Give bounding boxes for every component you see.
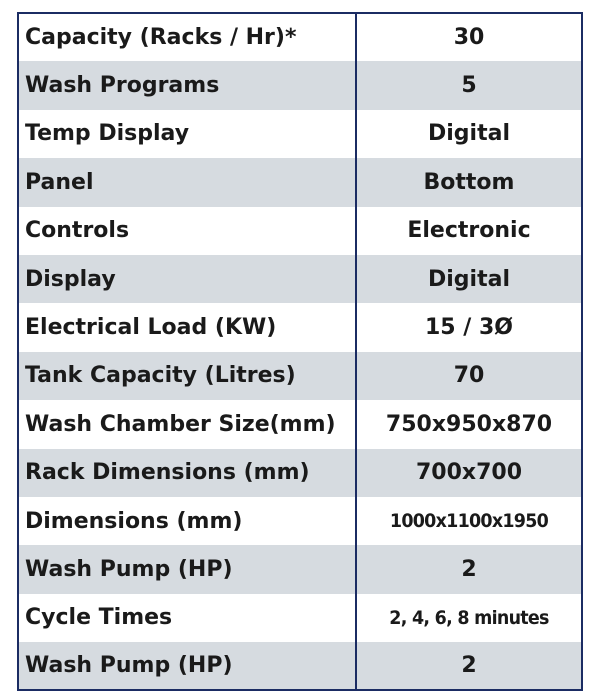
spec-value: 2, 4, 6, 8 minutes <box>365 594 573 642</box>
spec-label: Tank Capacity (Litres) <box>18 352 356 400</box>
table-row <box>18 642 582 690</box>
spec-label: Electrical Load (KW) <box>18 303 356 351</box>
spec-value: 5 <box>356 61 582 109</box>
spec-value: 70 <box>356 352 582 400</box>
spec-value: Electronic <box>356 207 582 255</box>
table-row <box>18 545 582 593</box>
spec-label: Temp Display <box>18 110 356 158</box>
spec-label: Capacity (Racks / Hr)* <box>18 13 356 61</box>
spec-label: Dimensions (mm) <box>18 497 356 545</box>
spec-value: 15 / 3Ø <box>356 303 582 351</box>
spec-value: 2 <box>356 642 582 690</box>
table-row <box>18 497 582 545</box>
spec-value: 1000x1100x1950 <box>365 497 573 545</box>
spec-value: 700x700 <box>356 449 582 497</box>
spec-label: Rack Dimensions (mm) <box>18 449 356 497</box>
spec-value: 30 <box>356 13 582 61</box>
spec-value: Digital <box>356 110 582 158</box>
spec-label: Wash Pump (HP) <box>18 545 356 593</box>
spec-value: 2 <box>356 545 582 593</box>
table-row <box>18 158 582 206</box>
table-row <box>18 110 582 158</box>
spec-label: Wash Programs <box>18 61 356 109</box>
table-row <box>18 13 582 61</box>
table-row <box>18 449 582 497</box>
table-row <box>18 303 582 351</box>
spec-label: Wash Chamber Size(mm) <box>18 400 356 448</box>
table-row <box>18 61 582 109</box>
spec-value: Digital <box>356 255 582 303</box>
spec-table <box>17 12 583 691</box>
spec-value: Bottom <box>356 158 582 206</box>
spec-label: Panel <box>18 158 356 206</box>
spec-label: Wash Pump (HP) <box>18 642 356 690</box>
spec-label: Cycle Times <box>18 594 356 642</box>
spec-label: Display <box>18 255 356 303</box>
table-row <box>18 400 582 448</box>
table-row <box>18 207 582 255</box>
spec-value: 750x950x870 <box>356 400 582 448</box>
table-row <box>18 594 582 642</box>
table-row <box>18 352 582 400</box>
spec-label: Controls <box>18 207 356 255</box>
table-row <box>18 255 582 303</box>
